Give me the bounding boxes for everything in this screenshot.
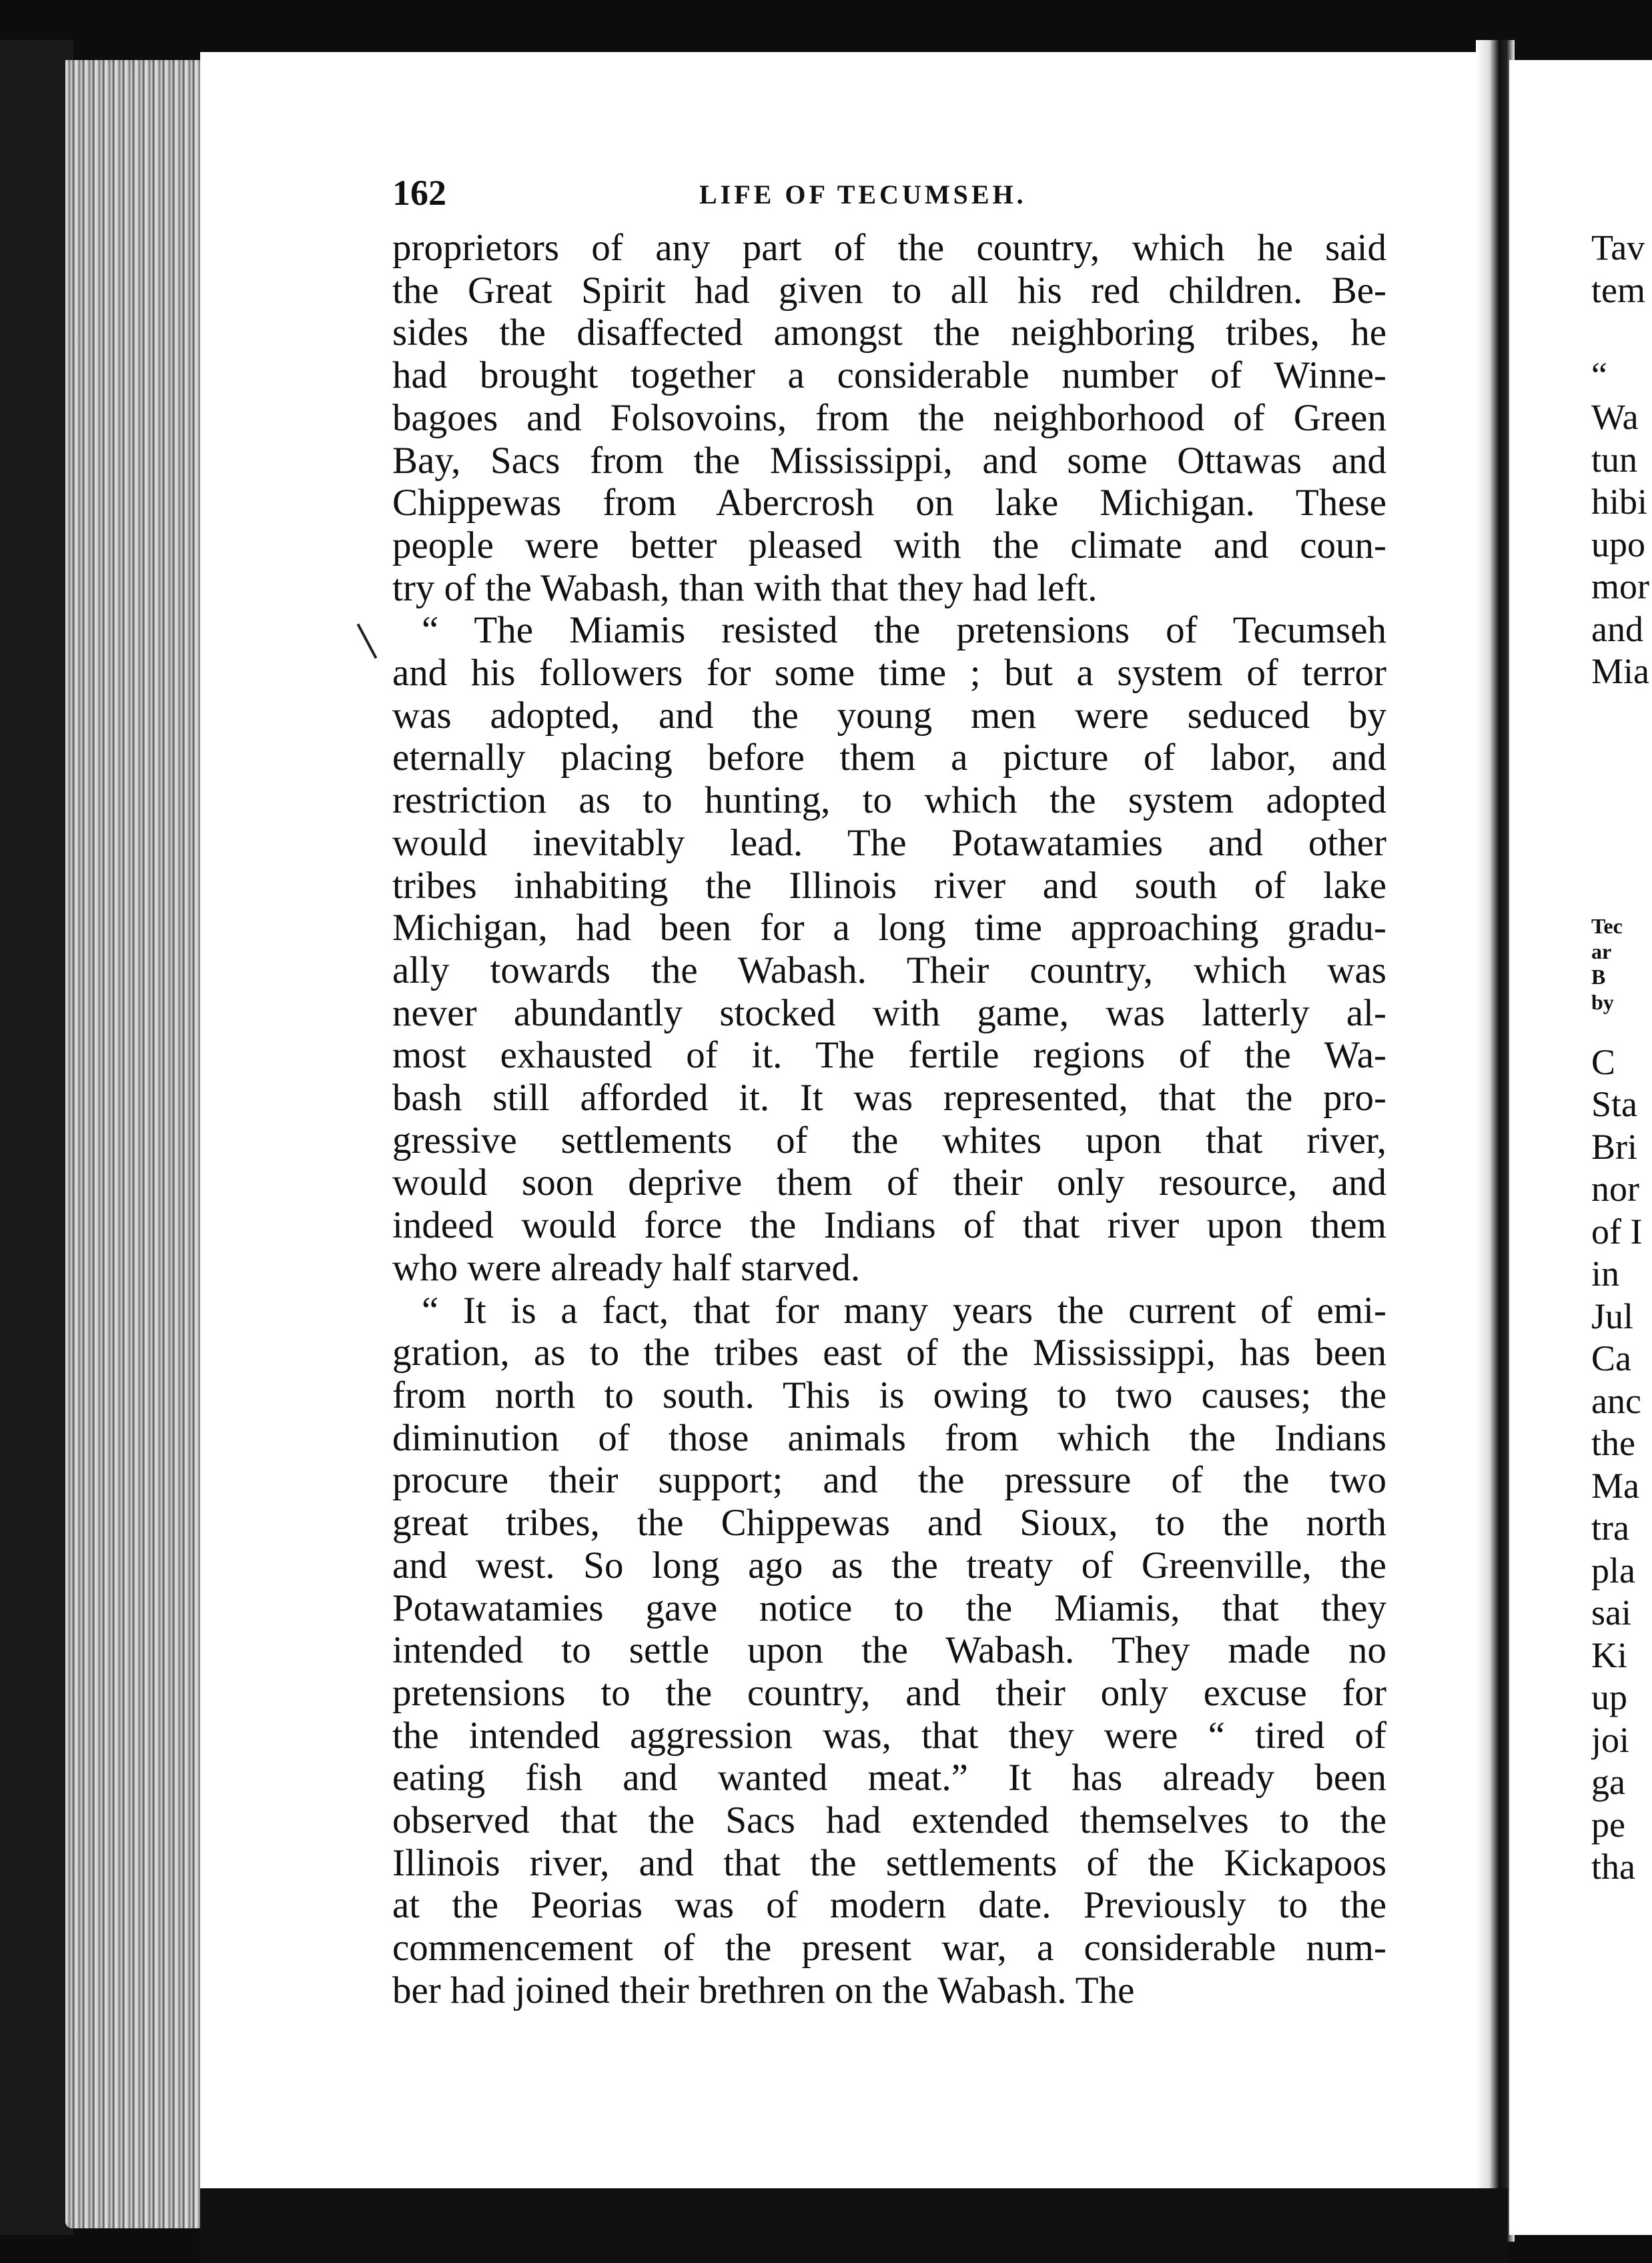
text-line: great tribes, the Chippewas and Sioux, to the north [392, 1502, 1386, 1544]
text-line: procure their support; and the pressure of the two [392, 1459, 1386, 1502]
text-line: eternally placing before them a picture of labor, and [392, 737, 1386, 779]
right-fragment-line: by [1591, 989, 1614, 1014]
text-line: from north to south. This is owing to two causes; the [392, 1374, 1386, 1416]
text-line: gressive settlements of the whites upon that river, [392, 1119, 1386, 1162]
right-fragment-line: Jul [1591, 1296, 1634, 1336]
page-edges-stack [65, 60, 219, 2228]
right-fragment-line: B [1591, 964, 1606, 989]
scan-bottom-border [200, 2188, 1508, 2263]
right-fragment-line: up [1591, 1677, 1627, 1717]
text-line: would soon deprive them of their only resource, and [392, 1162, 1386, 1204]
page-number: 162 [392, 173, 446, 213]
right-fragment-line: Tav [1591, 228, 1645, 268]
page-body-text [392, 227, 1386, 2012]
text-line: gration, as to the tribes east of the Mississippi, has been [392, 1332, 1386, 1374]
right-fragment-line: Sta [1591, 1084, 1638, 1124]
text-line: Bay, Sacs from the Mississippi, and some Ottawas and [392, 439, 1386, 482]
right-fragment-line: of I [1591, 1211, 1643, 1252]
right-fragment-line: the [1591, 1423, 1635, 1463]
right-fragment-line: Tec [1591, 913, 1623, 938]
text-line: Michigan, had been for a long time approaching gradu- [392, 907, 1386, 949]
right-fragment-line: anc [1591, 1380, 1641, 1421]
text-line: Potawatamies gave notice to the Miamis, that they [392, 1587, 1386, 1629]
text-line: commencement of the present war, a considerable num- [392, 1927, 1386, 1969]
text-line: people were better pleased with the climate and coun- [392, 524, 1386, 566]
right-fragment-line: in [1591, 1254, 1620, 1294]
text-line: at the Peorias was of modern date. Previously to the [392, 1884, 1386, 1927]
right-fragment-line: hibi [1591, 482, 1648, 522]
paragraph [392, 609, 1386, 1289]
text-line: had brought together a considerable number of Winne- [392, 354, 1386, 397]
text-line: bagoes and Folsovoins, from the neighborhood of Green [392, 396, 1386, 439]
running-head: LIFE OF TECUMSEH. [699, 179, 1027, 209]
text-line: Chippewas from Abercrosh on lake Michigan. These [392, 482, 1386, 524]
text-line: diminution of those animals from which the Indians [392, 1416, 1386, 1459]
right-fragment-line: tem [1591, 270, 1645, 310]
text-line: pretensions to the country, and their only excuse for [392, 1671, 1386, 1714]
text-line: indeed would force the Indians of that river upon them [392, 1204, 1386, 1247]
right-fragment-line: Ki [1591, 1635, 1627, 1675]
right-fragment-line [1591, 312, 1652, 354]
right-fragment-line: Mia [1591, 651, 1649, 691]
right-fragment-line: tha [1591, 1847, 1635, 1887]
text-line: who were already half starved. [392, 1246, 861, 1289]
right-fragment-line: ar [1591, 939, 1612, 963]
text-line: restriction as to hunting, to which the system adopted [392, 779, 1386, 822]
text-line: was adopted, and the young men were seduced by [392, 694, 1386, 737]
text-line: Illinois river, and that the settlements of the Kickapoos [392, 1841, 1386, 1884]
text-line: ally towards the Wabash. Their country, which was [392, 949, 1386, 991]
text-line: sides the disaffected amongst the neighboring tribes, he [392, 312, 1386, 354]
right-fragment-line: mor [1591, 566, 1649, 606]
text-line: bash still afforded it. It was represented, that the pro- [392, 1077, 1386, 1119]
text-line: eating fish and wanted meat.” It has already been [392, 1757, 1386, 1799]
right-fragment-line: nor [1591, 1169, 1639, 1209]
text-line: “ The Miamis resisted the pretensions of Tecumseh [422, 609, 1386, 652]
text-line: ber had joined their brethren on the Wabash. The [392, 1969, 1135, 2011]
right-fragment-line: pla [1591, 1550, 1635, 1591]
right-fragment-line: “ [1591, 354, 1607, 395]
right-fragment-line: Ma [1591, 1465, 1639, 1506]
paragraph [392, 1290, 1386, 2012]
right-fragment-line: upo [1591, 524, 1645, 564]
text-line: and his followers for some time ; but a system of terror [392, 652, 1386, 695]
right-fragment-line: Bri [1591, 1126, 1638, 1167]
text-line: the Great Spirit had given to all his red children. Be- [392, 269, 1386, 312]
text-line: intended to settle upon the Wabash. They made no [392, 1629, 1386, 1672]
page-header [392, 172, 1366, 219]
right-fragment-line: joi [1591, 1719, 1630, 1760]
right-fragment-line: tra [1591, 1508, 1629, 1548]
right-fragment-line: and [1591, 608, 1643, 649]
text-line: try of the Wabash, than with that they had left. [392, 566, 1098, 609]
text-line: most exhausted of it. The fertile regions of the Wa- [392, 1034, 1386, 1077]
right-fragment-line: sai [1591, 1593, 1631, 1633]
paragraph [392, 227, 1386, 609]
text-line: tribes inhabiting the Illinois river and south of lake [392, 864, 1386, 907]
text-line: would inevitably lead. The Potawatamies and other [392, 821, 1386, 864]
right-fragment-line: C [1591, 1041, 1616, 1082]
right-fragment-line: Wa [1591, 397, 1639, 437]
right-fragment-line: ga [1591, 1762, 1625, 1802]
text-line: observed that the Sacs had extended themselves to the [392, 1799, 1386, 1842]
right-page-fragment-text [1591, 227, 1652, 1889]
right-fragment-line: Ca [1591, 1338, 1631, 1378]
text-line: and west. So long ago as the treaty of Greenville, the [392, 1544, 1386, 1587]
text-line: the intended aggression was, that they were “ tired of [392, 1714, 1386, 1757]
right-fragment-line: tun [1591, 439, 1638, 480]
book-cover-edge [0, 40, 73, 2235]
text-line: proprietors of any part of the country, which he said [392, 227, 1386, 269]
text-line: “ It is a fact, that for many years the current of emi- [422, 1289, 1386, 1332]
text-line: never abundantly stocked with game, was latterly al- [392, 991, 1386, 1034]
right-fragment-line: pe [1591, 1804, 1625, 1845]
